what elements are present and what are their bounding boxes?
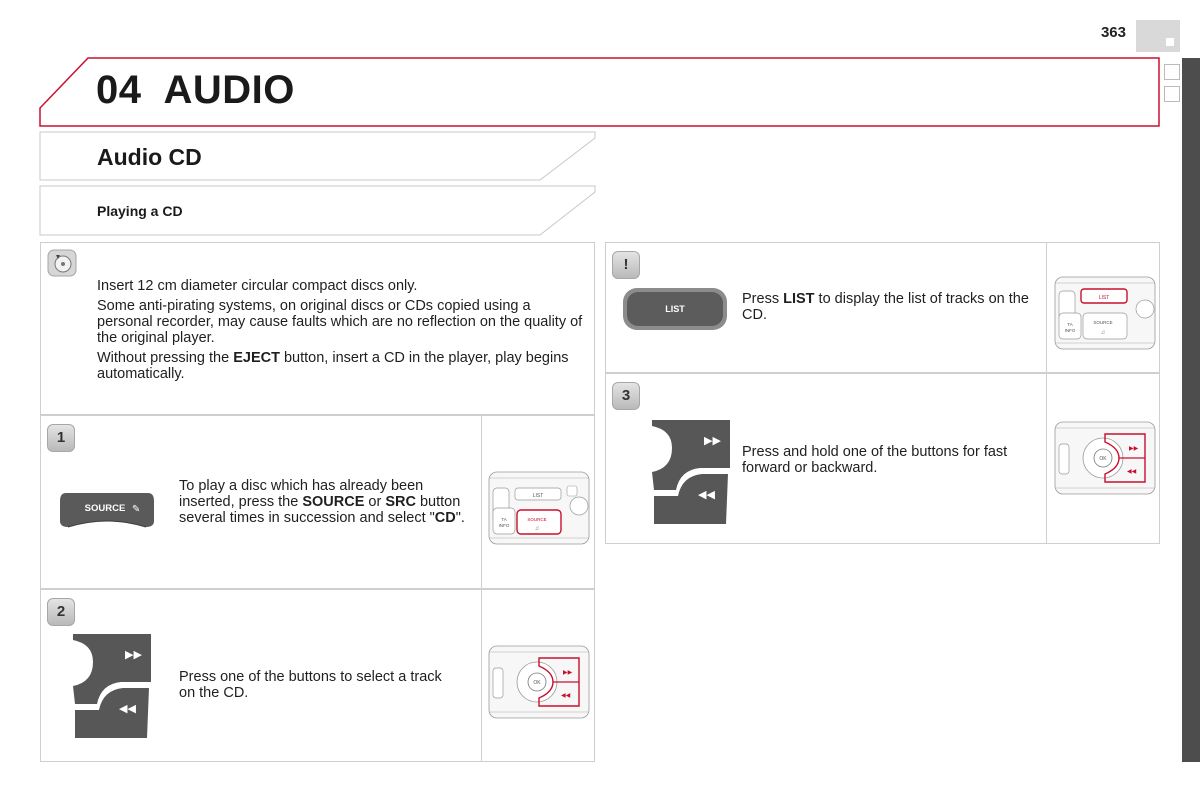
forward-icon: ▶▶	[704, 434, 721, 447]
text-run: to display the list of tracks on the CD.	[742, 291, 1029, 323]
step-badge-3: 3	[612, 382, 640, 410]
list-panel	[605, 242, 1160, 373]
info-paragraph: Insert 12 cm diameter circular compact discs only.	[97, 278, 418, 294]
info-paragraph: Some anti-pirating systems, on original discs or CDs copied using a personal recorder, may cause faults which are no reflection on the quality of the original player.	[97, 298, 583, 346]
info-text	[97, 278, 587, 382]
step1-text	[179, 478, 469, 526]
page-number: 363	[1100, 24, 1126, 41]
panel-divider	[481, 416, 482, 588]
console-list-label: LIST	[532, 493, 544, 499]
forward-icon: ▶▶	[125, 648, 142, 661]
svg-text:▶▶: ▶▶	[563, 670, 573, 676]
step3-panel	[605, 373, 1160, 544]
svg-text:♫: ♫	[534, 526, 540, 532]
step1-panel	[40, 415, 595, 589]
section-title: Audio CD	[97, 144, 202, 170]
source-keyword: SOURCE	[302, 494, 365, 510]
step2-text: Press one of the buttons to select a track on the CD.	[179, 669, 442, 701]
chapter-number: 04	[96, 68, 142, 112]
list-keyword: LIST	[783, 291, 815, 307]
text-run: button several times in succession and select "	[179, 494, 461, 526]
step3-text: Press and hold one of the buttons for fast forward or backward.	[742, 444, 1008, 476]
list-button-image	[622, 287, 728, 331]
step-badge-2: 2	[47, 598, 75, 626]
console-diagram-seek	[487, 642, 591, 722]
cd-keyword: CD	[434, 510, 456, 526]
backward-icon: ◀◀	[698, 488, 715, 501]
seek-buttons-image	[650, 418, 732, 526]
svg-text:✎: ✎	[132, 504, 141, 515]
text-run: button, insert a CD in the player, play begins automatically.	[97, 350, 569, 382]
list-text	[742, 291, 1032, 323]
text-run: To play a disc which has already been inserted, press the	[179, 478, 424, 510]
text-run: Without pressing the	[97, 350, 234, 366]
list-button-label: LIST	[665, 304, 685, 314]
chapter-title: AUDIO	[163, 68, 295, 112]
console-info-label: INFO	[1064, 328, 1076, 333]
chapter-heading	[96, 68, 317, 113]
info-paragraph	[97, 350, 587, 382]
source-button	[58, 491, 156, 529]
warning-icon: !	[612, 251, 640, 279]
svg-text:♫: ♫	[1100, 330, 1106, 336]
console-ok-label: OK	[1099, 456, 1107, 462]
console-list-label: LIST	[1098, 295, 1110, 301]
text-run: Press	[742, 291, 784, 307]
text-run: ".	[455, 510, 465, 526]
src-keyword: SRC	[385, 494, 416, 510]
panel-divider	[481, 590, 482, 761]
console-ok-label: OK	[533, 680, 541, 686]
svg-text:◀◀: ◀◀	[1127, 469, 1137, 475]
console-info-label: INFO	[498, 523, 510, 528]
disc-info-icon	[47, 249, 77, 277]
step2-panel	[40, 589, 595, 762]
source-button-label: SOURCE	[84, 503, 126, 514]
info-panel	[40, 242, 595, 415]
console-source-label: SOURCE	[527, 517, 547, 522]
console-ta-label: TA	[501, 517, 507, 522]
text-run: or	[364, 494, 386, 510]
panel-divider	[1046, 243, 1047, 372]
svg-text:◀◀: ◀◀	[561, 693, 571, 699]
seek-buttons-image	[71, 632, 153, 740]
console-diagram-source	[487, 468, 591, 548]
step-badge-1: 1	[47, 424, 75, 452]
panel-divider	[1046, 374, 1047, 543]
console-diagram-list	[1053, 273, 1157, 353]
console-source-label: SOURCE	[1093, 320, 1113, 325]
console-diagram-seek	[1053, 418, 1157, 498]
console-ta-label: TA	[1067, 322, 1073, 327]
backward-icon: ◀◀	[119, 702, 136, 715]
eject-keyword: EJECT	[233, 350, 280, 366]
svg-text:▶▶: ▶▶	[1129, 446, 1139, 452]
subsection-title: Playing a CD	[97, 203, 183, 219]
